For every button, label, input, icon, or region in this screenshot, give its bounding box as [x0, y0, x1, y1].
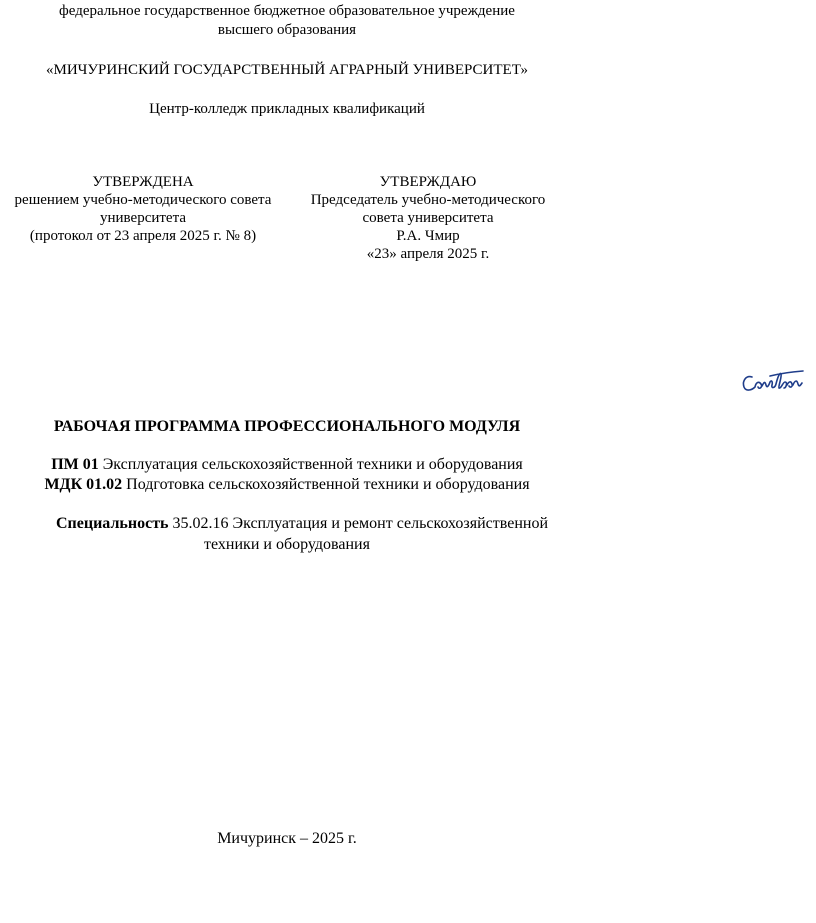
- approved-line1: решением учебно-методического совета: [14, 192, 272, 208]
- specialty-line1: [32, 514, 572, 533]
- document-title: РАБОЧАЯ ПРОГРАММА ПРОФЕССИОНАЛЬНОГО МОДУЛЯ: [53, 418, 521, 435]
- approve-heading: УТВЕРЖДАЮ: [379, 174, 477, 190]
- approved-line2: университета: [99, 210, 186, 226]
- handwritten-signature-icon: [740, 368, 806, 398]
- approved-block: [0, 173, 286, 245]
- pm-name: Эксплуатация сельскохозяйственной техники и оборудования: [102, 456, 523, 473]
- approve-block: [286, 173, 570, 263]
- approve-date: «23» апреля 2025 г.: [366, 246, 490, 262]
- mdk-code: МДК 01.02: [44, 476, 123, 493]
- approve-line2: совета университета: [362, 210, 494, 226]
- organization-type-line2: высшего образования: [217, 22, 357, 38]
- university-name: «МИЧУРИНСКИЙ ГОСУДАРСТВЕННЫЙ АГРАРНЫЙ УНИВЕРСИТЕТ»: [46, 62, 528, 78]
- interdisciplinary-course: [0, 475, 574, 494]
- approve-line1: Председатель учебно-методического: [310, 192, 546, 208]
- organization-type-line1: федеральное государственное бюджетное образовательное учреждение: [59, 3, 515, 19]
- specialty-code-name: 35.02.16 Эксплуатация и ремонт сельскохозяйственной: [172, 515, 549, 532]
- approved-protocol: (протокол от 23 апреля 2025 г. № 8): [29, 228, 257, 244]
- mdk-name: Подготовка сельскохозяйственной техники и оборудования: [126, 476, 530, 493]
- college-name: Центр-колледж прикладных квалификаций: [149, 101, 425, 117]
- approver-name: Р.А. Чмир: [396, 228, 460, 244]
- city-year: Мичуринск – 2025 г.: [217, 830, 357, 847]
- professional-module: [0, 455, 574, 474]
- approved-heading: УТВЕРЖДЕНА: [92, 174, 194, 190]
- specialty-line2: техники и оборудования: [204, 536, 370, 553]
- specialty-label: Специальность: [55, 515, 169, 532]
- pm-code: ПМ 01: [51, 456, 99, 473]
